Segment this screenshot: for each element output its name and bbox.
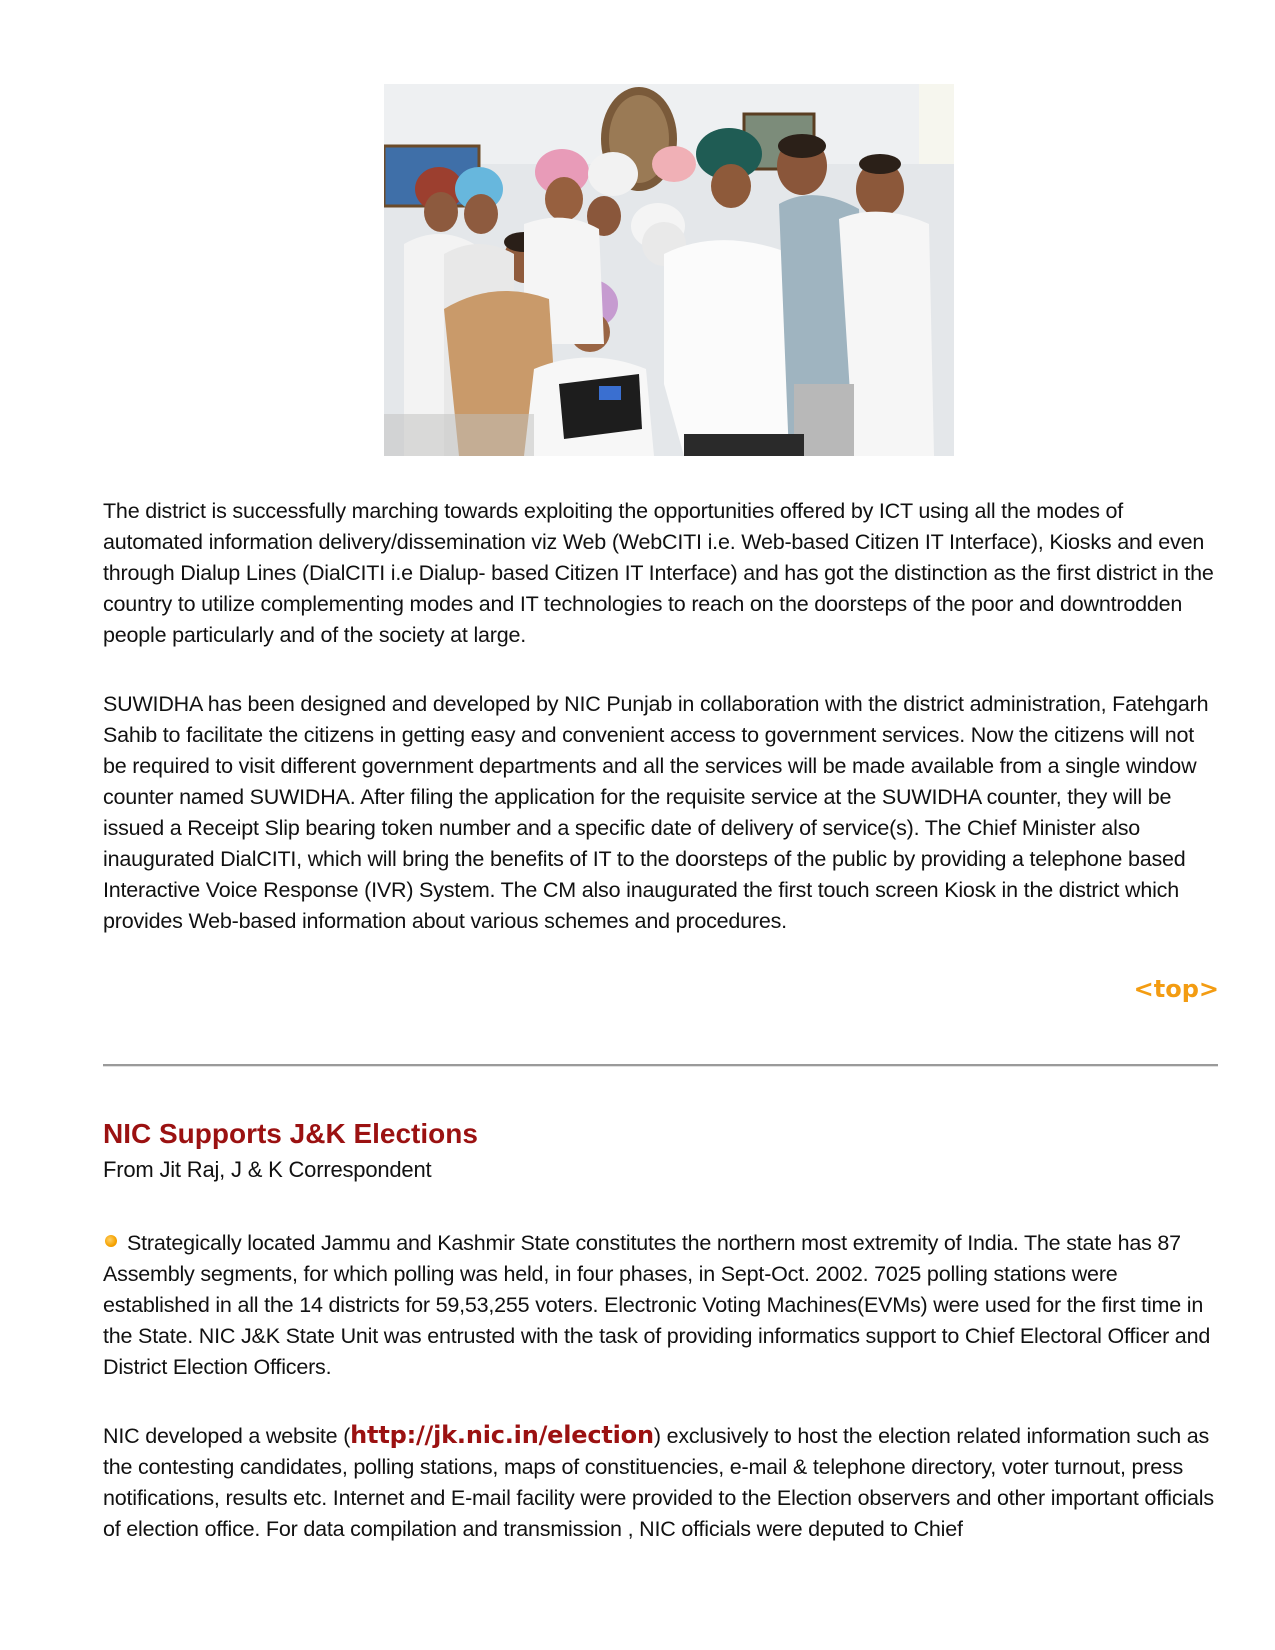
bullet-icon xyxy=(105,1235,117,1247)
group-photo-image xyxy=(384,84,954,456)
article2-paragraph1 xyxy=(103,1228,1223,1383)
article2-paragraph1-text: Strategically located Jammu and Kashmir State constitutes the northern most extremity of India. The state has 87 Assembly segments, for which polling was held, in four phases, in Sept-Oct. 2002. 7025 polling stations were established in all the 14 districts for 59,53,255 voters. Electronic Voting Machines(EVMs) were used for the first time in the State. NIC J&K State Unit was entrusted with the task of providing informatics support to Chief Electoral Officer and District Election Officers. xyxy=(103,1231,1211,1379)
section-divider xyxy=(103,1064,1218,1067)
article2-byline: From Jit Raj, J & K Correspondent xyxy=(103,1157,432,1182)
group-photo xyxy=(384,84,954,456)
article1-paragraph2: SUWIDHA has been designed and developed by NIC Punjab in collaboration with the district administration, Fatehgarh Sahib to facilitate the citizens in getting easy and convenient access to government services. Now the citizens will not be required to visit different government departments and all the services will be made available from a single window counter named SUWIDHA. After filing the application for the requisite service at the SUWIDHA counter, they will be issued a Receipt Slip bearing token number and a specific date of delivery of service(s). The Chief Minister also inaugurated DialCITI, which will bring the benefits of IT to the doorsteps of the public by providing a telephone based Interactive Voice Response (IVR) System. The CM also inaugurated the first touch screen Kiosk in the district which provides Web-based information about various schemes and procedures. xyxy=(103,692,1209,933)
article2-paragraph2 xyxy=(103,1420,1223,1545)
article2-paragraph2-before: NIC developed a website ( xyxy=(103,1424,351,1448)
article2-title: NIC Supports J&K Elections xyxy=(103,1118,478,1149)
election-website-link[interactable]: http://jk.nic.in/election xyxy=(350,1421,654,1449)
back-to-top-link[interactable]: <top> xyxy=(1133,975,1219,1003)
article1-paragraph1: The district is successfully marching towards exploiting the opportunities offered by ICT using all the modes of automated information delivery/dissemination viz Web (WebCITI i.e. Web-based Citizen IT Interface), Kiosks and even through Dialup Lines (DialCITI i.e Dialup- based Citizen IT Interface) and has got the distinction as the first district in the country to utilize complementing modes and IT technologies to reach on the doorsteps of the poor and downtrodden people particularly and of the society at large. xyxy=(103,499,1214,647)
article2-paragraph2-after: ) exclusively to host the election related information such as the contesting candidates, polling stations, maps of constituencies, e-mail & telephone directory, voter turnout, press notifications, results etc. Internet and E-mail facility were provided to the Election observers and other important officials of election office. For data compilation and transmission , NIC officials were deputed to Chief xyxy=(103,1424,1214,1541)
